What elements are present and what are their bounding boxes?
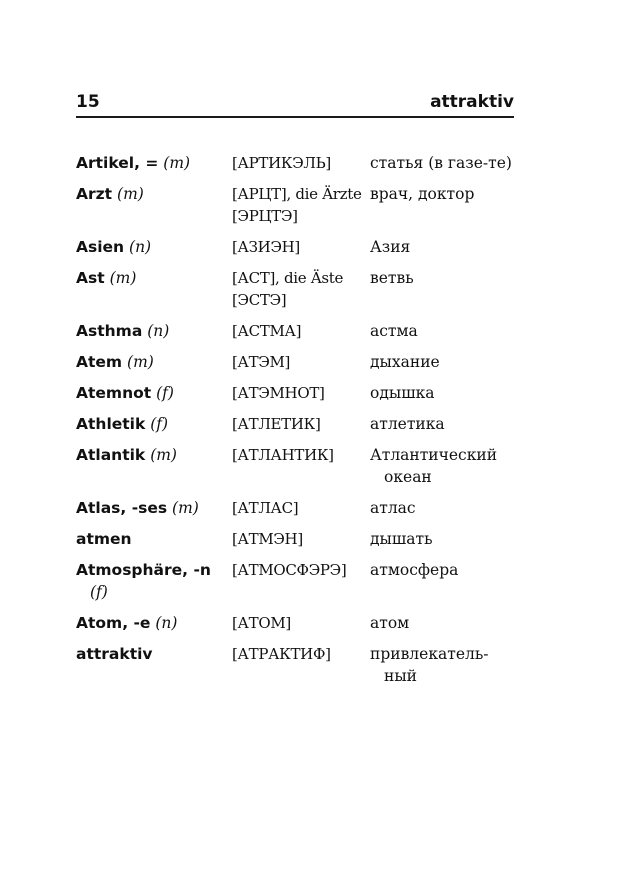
translation: статья (в газе-те) <box>370 154 512 172</box>
entry-word-cell <box>76 152 232 174</box>
transcription: [АРТИКЭЛЬ] <box>232 154 331 172</box>
dictionary-entry <box>76 236 516 258</box>
transcription: [АСТ], die Äste [ЭСТЭ] <box>232 269 344 309</box>
headword: atmen <box>76 530 132 548</box>
gender-marker: (n) <box>147 322 170 340</box>
dictionary-entry <box>76 612 516 634</box>
entry-word-cell <box>76 413 232 435</box>
dictionary-entry <box>76 267 516 311</box>
page-header <box>76 88 514 118</box>
entry-word-cell <box>76 236 232 258</box>
headword: Atlas, -ses <box>76 499 168 517</box>
headword: Atemnot <box>76 384 152 402</box>
gender-marker: (m) <box>163 154 191 172</box>
transcription: [АТРАКТИФ] <box>232 645 331 663</box>
headword: Ast <box>76 269 105 287</box>
dictionary-entry <box>76 183 516 227</box>
gender-marker: (m) <box>172 499 199 517</box>
transcription: [АТОМ] <box>232 614 291 632</box>
dictionary-entry <box>76 413 516 435</box>
headword: Asien <box>76 238 125 256</box>
translation: атом <box>370 614 410 632</box>
transcription: [АТМОСФЭРЭ] <box>232 561 347 579</box>
entry-word-cell <box>76 382 232 404</box>
translation: одышка <box>370 384 435 402</box>
translation: Азия <box>370 238 411 256</box>
entry-word-cell <box>76 528 232 550</box>
gender-marker: (m) <box>109 269 137 287</box>
dictionary-entry <box>76 320 516 342</box>
headword: Atom, -e <box>76 614 151 632</box>
translation: Атлантический океан <box>370 446 498 486</box>
headword: Artikel, = <box>76 154 159 172</box>
entry-word-cell <box>76 183 232 205</box>
headword: Asthma <box>76 322 143 340</box>
transcription: [АТЛАС] <box>232 499 299 517</box>
translation: атлас <box>370 499 416 517</box>
entry-word-cell <box>76 267 232 289</box>
translation: дыхание <box>370 353 440 371</box>
dictionary-entry <box>76 382 516 404</box>
dictionary-entry <box>76 351 516 373</box>
gender-marker: (f) <box>156 384 174 402</box>
gender-marker: (f) <box>150 415 169 433</box>
headword: Atmosphäre, -n <box>76 561 211 579</box>
transcription: [АТЭМНОТ] <box>232 384 325 402</box>
transcription: [АТЛЕТИК] <box>232 415 321 433</box>
entry-word-cell <box>76 444 232 466</box>
transcription: [АТМЭН] <box>232 530 303 548</box>
gender-marker: (n) <box>155 614 178 632</box>
gender-marker: (n) <box>129 238 152 256</box>
entry-word-cell <box>76 612 232 634</box>
dictionary-entry <box>76 497 516 519</box>
transcription: [АТЭМ] <box>232 353 291 371</box>
translation: дышать <box>370 530 433 548</box>
dictionary-entry <box>76 528 516 550</box>
entry-word-cell <box>76 320 232 342</box>
translation: атлетика <box>370 415 445 433</box>
translation: врач, доктор <box>370 185 475 203</box>
transcription: [АРЦТ], die Ärzte [ЭРЦТЭ] <box>232 185 362 225</box>
headword: Arzt <box>76 185 113 203</box>
translation: привлекатель-ный <box>370 645 489 685</box>
gender-marker: (m) <box>127 353 154 371</box>
translation: атмосфера <box>370 561 459 579</box>
transcription: [АЗИЭН] <box>232 238 300 256</box>
headword: Atlantik <box>76 446 146 464</box>
headword: Atem <box>76 353 123 371</box>
running-head: attraktiv <box>430 92 514 112</box>
gender-marker: (m) <box>117 185 144 203</box>
gender-marker: (m) <box>150 446 177 464</box>
transcription: [АТЛАНТИК] <box>232 446 334 464</box>
translation: ветвь <box>370 269 414 287</box>
entry-word-cell <box>76 643 232 665</box>
dictionary-entry <box>76 152 516 174</box>
headword: attraktiv <box>76 645 153 663</box>
dictionary-entry <box>76 559 516 603</box>
dictionary-entries <box>76 152 516 696</box>
entry-word-cell <box>76 559 232 603</box>
transcription: [АСТМА] <box>232 322 302 340</box>
entry-word-cell <box>76 497 232 519</box>
headword: Athletik <box>76 415 146 433</box>
entry-word-cell <box>76 351 232 373</box>
page-number: 15 <box>76 92 100 112</box>
dictionary-entry <box>76 444 516 488</box>
translation: астма <box>370 322 418 340</box>
dictionary-entry <box>76 643 516 687</box>
gender-marker: (f) <box>90 583 108 601</box>
